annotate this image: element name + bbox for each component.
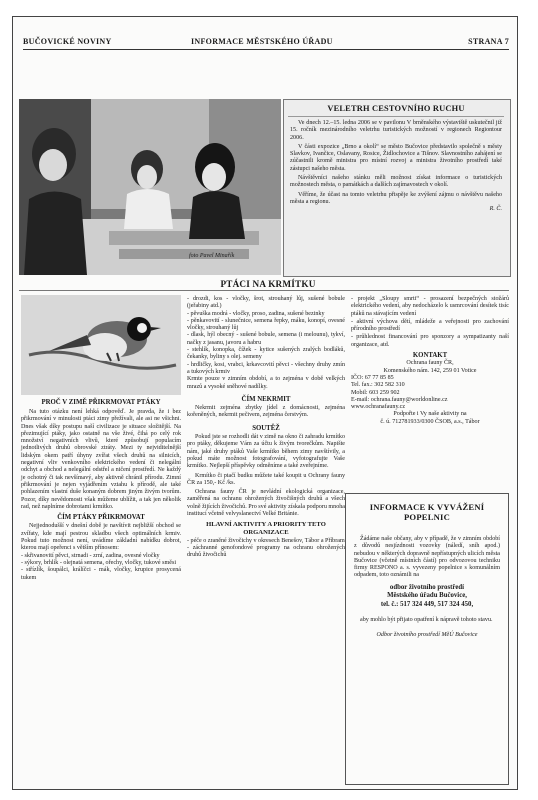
popelnice-text-2: aby mohlo být přijato opatření k nápravě tohoto stavu. xyxy=(360,617,493,623)
col2-heading-3: HLAVNÍ AKTIVITY A PRIORITY TETO ORGANIZACE xyxy=(206,521,326,536)
col1-heading-2: ČÍM PTÁKY PŘIKRMOVAT xyxy=(57,514,145,522)
kontakt-line: Podpořte i Vy naše aktivity na xyxy=(393,411,467,418)
header-left: BUČOVICKÉ NOVINY xyxy=(23,37,112,46)
kontakt-line: Ochrana fauny ČR, xyxy=(406,360,454,367)
ptaci-title-rule xyxy=(19,290,509,291)
col3-list-item: - aktivní výchova dětí, mládeže a veřejnosti pro zachování přírodního prostředí xyxy=(351,318,509,333)
popelnice-office-line-1: odbor životního prostředí xyxy=(389,583,465,591)
col1-list-item: - střízlík, šoupálci, králíčci - mák, vločky, krupice prosycená tukem xyxy=(21,567,181,581)
kontakt-line: Mobil: 603 259 902 xyxy=(351,389,400,396)
col1-heading: PROČ V ZIMĚ PŘIKRMOVAT PTÁKY xyxy=(41,399,161,406)
ptaci-title: PTÁCI NA KRMÍTKU xyxy=(220,279,316,289)
col2-list-item: - drozdi, kos - vločky, šrot, strouhaný lůj, sušené bobule (jeřabiny atd.) xyxy=(187,296,345,310)
col2-list-item: - dlask, hýl obecný - sušené bobule, semena (i melounu), tykví, načky z jasanu, javoru a habru xyxy=(187,332,345,346)
header-center: INFORMACE MĚSTSKÉHO ÚŘADU xyxy=(191,37,333,46)
popelnice-office-phone: tel. č.: 517 324 449, 517 324 450, xyxy=(380,600,474,608)
col2-text-4: Ochrana fauny ČR je nevládní ekologická organizace, zaměřená na ochranu ohrožených živočišných druhů a všech volně žijících živočichů. Pro své aktivity získala podporu mnoha institucí včetně velvyslanectví Velké Británie. xyxy=(187,489,345,518)
col2-list2-item: - záchranné genofondové programy na ochranu ohrožených druhů živočichů xyxy=(187,544,345,559)
col1-list-item: - skřivanovití pěvci, strnadi - zrní, zadina, ovesné vločky xyxy=(21,552,160,559)
veletrh-article xyxy=(283,99,511,277)
ptaci-column-3 xyxy=(351,296,509,426)
popelnice-office xyxy=(354,584,500,609)
veletrh-paragraph-4: Věříme, že účast na tomto veletrhu přispěje ke zvýšení zájmu o návštěvu našeho města a regionu. xyxy=(290,191,502,205)
col2-list-item: - pěnkavovití - slunečnice, semena řepky, máku, konopí, ovesné vločky, strouhaný lůj xyxy=(187,317,345,332)
kontakt-block xyxy=(351,360,509,375)
header-right: STRANA 7 xyxy=(468,37,509,46)
page-header xyxy=(23,35,509,50)
popelnice-signature: Odbor životního prostředí MěÚ Bučovice xyxy=(376,632,478,639)
popelnice-title-line-1: INFORMACE K VYVÁŽENÍ xyxy=(369,502,485,512)
popelnice-text: Žádáme naše občany, aby v případě, že v zimním období z důvodů nesjízdnosti vozovky (náledí, sníh apod.) nebudou v některých dopravně nepřístupných ulicích města Bučovice (včetně místních částí) pro odvozovou techniku firmy RESPONO a. s. vyvezeny popelnice s komunálním odpadem, toto oznámili na xyxy=(354,536,500,579)
col2-text: Nekrmit zejména zbytky jídel z domácnosti, zejména kořeněných, nekrmit pečivem, zejména čerstvým. xyxy=(187,405,345,419)
kontakt-account: č. ú. 712781933/0300 ČSOB, a.s., Tábor xyxy=(380,418,480,425)
veletrh-paragraph-2: V části expozice „Brno a okolí“ se město Bučovice představilo společně s městy Slavkov, Ivančice, Oslavany, Rosice, Židlochovice a Tišnov. Slavnostního zahájení se zúčastnili kromě ministra pro místní rozvoj a ministra životního prostředí také zástupci našeho města. xyxy=(290,143,502,172)
exhibition-photo xyxy=(19,99,281,275)
newspaper-page xyxy=(12,16,518,790)
kontakt-email: E-mail: ochrana.fauny@worldonline.cz xyxy=(351,396,448,403)
col1-text: Na tuto otázku není lehká odpověď. Je pravda, že i bez přikrmování v minulosti ptáci zimy přežívali, ale asi ne všichni. Dnes však díky postupu naší civilizace je situace složitější. Na přezimující ptáky, jako ostatně na vše živé, čihá po celý rok množství negativních vlivů, které způsobují populacím jednotlivých druhů obrovské ztráty. Mezi ty nejviditelnější lidským okem patří úhyny zvířat všech druhů na silnicích, negativní vliv venkovního elektrického vedení či nelegální odchyt a obchod a nelegální odstřel a ničení prostředí. Ne každý je ochotný či tak nevšímavý, aby aktivně chránil přírodu. Zimní přikrmování je nejen vyjádřením vztahu k přírodě, ale také pohlazením vlastní duše konaným dobrem jiným živým tvorům. Pozor, díky nevědomosti však můžeme ublížit, a tak jen několik rad, než naplníme dobrotami krmítko. xyxy=(21,409,181,510)
popelnice-title-line-2: POPELNIC xyxy=(403,512,450,523)
col2-list-item: - stehlík, konopka, čížek - kytice sušených zralých bodláků, čekanky, byliny s olej. semeny xyxy=(187,347,345,361)
popelnice-box xyxy=(345,493,509,785)
kontakt-web: www.ochranafauny.cz xyxy=(351,404,406,411)
kontakt-details xyxy=(351,375,509,426)
bird-illustration-icon xyxy=(21,295,181,395)
col2-list2-item: - péče o zraněné živočichy v okresech Benešov, Tábor a Příbram xyxy=(187,537,345,544)
col2-heading: ČÍM NEKRMIT xyxy=(241,395,291,403)
photo-credit: foto Pavel Minařík xyxy=(189,253,235,259)
kontakt-line: Komenského nám. 142, 259 01 Votice xyxy=(383,367,477,374)
exhibition-photo-icon xyxy=(19,99,281,275)
veletrh-paragraph-1: Ve dnech 12.–15. ledna 2006 se v pavilonu V brněnského výstaviště uskutečnil již 15. ročník mezinárodního veletrhu turistických možností v regionech Regiontour 2006. xyxy=(290,120,502,141)
veletrh-signature: R. Č. xyxy=(489,206,502,213)
col2-text-2: Pokud jste se rozhodli dát v zimě na okno či zahradu krmítko pro ptáky, děkujeme Vám za účtu k živým tvorečkům. Napište nám, jaké druhy ptáků Vaše krmítko během zimy navštívily, a pokud máte možnost fotografování, vyfotografujte Vaše krmítko. Nejlepší příspěvky odměníme a také zveřejníme. xyxy=(187,434,345,470)
col2-note: Krmte pouze v zimním období, a to zejména v době velkých mrazů a vysoké sněhové nadílky. xyxy=(187,376,345,390)
veletrh-title: VELETRH CESTOVNÍHO RUCHU xyxy=(288,104,504,117)
ptaci-column-2 xyxy=(187,296,345,559)
veletrh-body xyxy=(290,120,502,214)
veletrh-paragraph-3: Návštěvníci našeho stánku měli možnost získat informace o turistických možnostech města, o památkách a dalších zajímavostech v okolí. xyxy=(290,175,502,189)
popelnice-body xyxy=(354,536,500,640)
popelnice-office-line-2: Městského úřadu Bučovice, xyxy=(387,592,467,600)
col2-text-3: Krmítko či ptačí budku můžete také koupit u Ochrany fauny ČR za 150,- Kč /ks. xyxy=(187,472,345,486)
col3-list-item: - projekt „Sloupy smrti“ - prosazení bezpečných stožárů elektrického vedení, aby nedocházelo k usmrcování desítek tisíc ptáků na stávajícím vedení xyxy=(351,296,509,317)
kontakt-line: IČO: 67 77 85 85 xyxy=(351,374,394,381)
bird-image xyxy=(21,295,181,395)
col3-list-item: - průhlednost financování pro sponzory a sympatizanty naší organizace, atd. xyxy=(351,334,509,348)
col2-list-item: - pěvuška modrá - vločky, proso, zadina, sušené bezinky xyxy=(187,310,325,317)
col1-list-item: - sýkory, brhlík - olejnatá semena, ořechy, vločky, tukové směsi xyxy=(21,559,177,566)
col2-heading-2: SOUTĚŽ xyxy=(252,424,280,432)
col2-list-item: - hrdličky, kosi, vrabci, krkavcovití pěvci - všechny druhy zmín a tukových krmiv xyxy=(187,361,345,375)
kontakt-line: Tel. fax.: 302 582 310 xyxy=(351,382,405,389)
popelnice-title xyxy=(348,502,506,523)
ptaci-column-1 xyxy=(21,399,181,582)
kontakt-heading: KONTAKT xyxy=(412,352,448,360)
col1-text-2: Nejjednodušší v dnešní době je navštívit nejbližší obchod se zvířaty, kde mají pestrou skladbu všech optimálních krmiv. Pokud tuto možnost není, uvádíme základní nabídku dobrot, kterou mají opeřenci s větším přínosem: xyxy=(21,523,181,552)
